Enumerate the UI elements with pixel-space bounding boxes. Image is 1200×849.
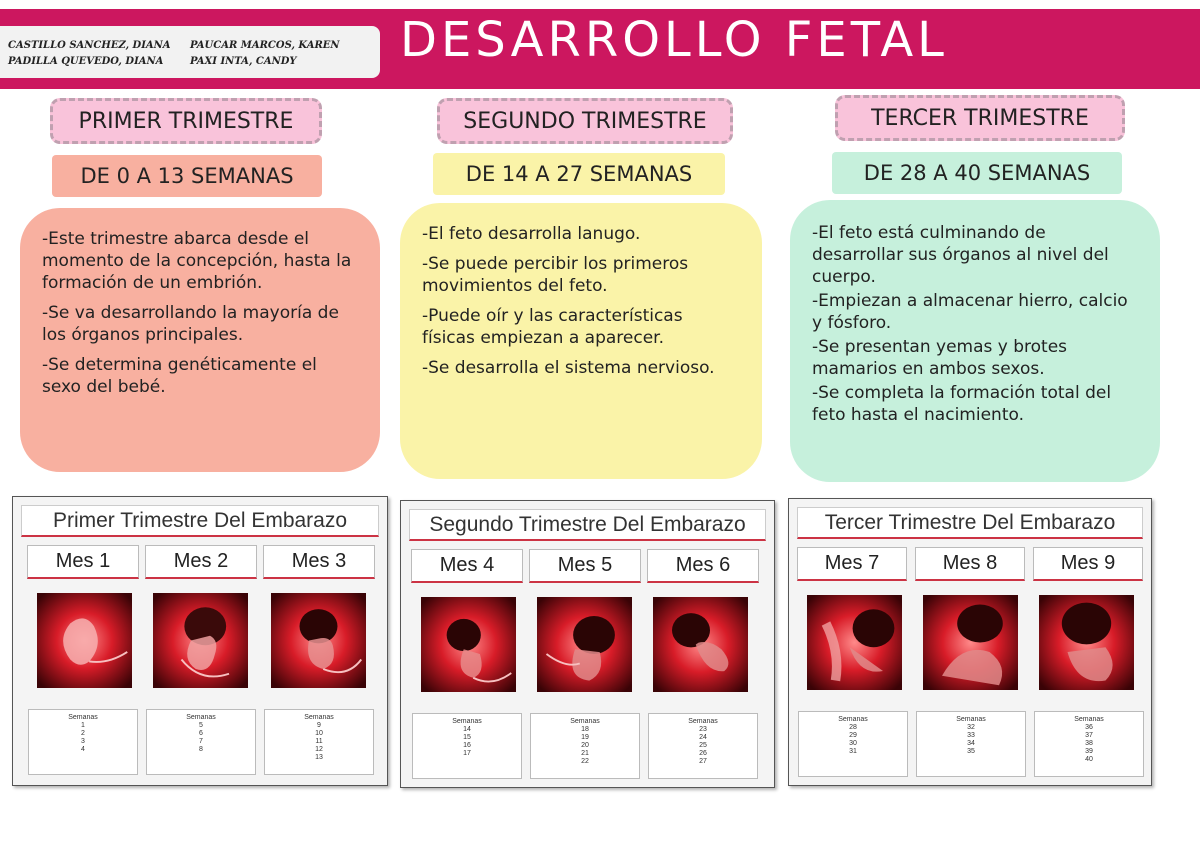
desc-line: -Se determina genéticamente el sexo del bebé.: [42, 355, 317, 397]
week-number: 15: [463, 734, 471, 741]
desc-line: -Se presentan yemas y brotes mamarios en ambos sexos.: [812, 337, 1068, 379]
weeks-box: [412, 713, 522, 779]
week-number: 32: [967, 724, 975, 731]
week-number: 37: [1085, 732, 1093, 739]
fetus-month-5-image: [537, 597, 632, 692]
week-number: 30: [849, 740, 857, 747]
weeks-box: [146, 709, 256, 775]
fetus-month-9-image: [1039, 595, 1134, 690]
author-4: PAXI INTA, CANDY: [190, 56, 297, 67]
desc-line: -Puede oír y las características físicas empiezan a aparecer.: [422, 306, 683, 348]
week-number: 27: [699, 758, 707, 765]
tercer-weeks-range: DE 28 A 40 SEMANAS: [832, 152, 1122, 194]
desc-line: -Se desarrolla el sistema nervioso.: [422, 358, 715, 378]
weeks-label: Semanas: [838, 716, 868, 723]
week-number: 14: [463, 726, 471, 733]
week-number: 2: [81, 730, 85, 737]
week-number: 39: [1085, 748, 1093, 755]
weeks-label: Semanas: [956, 716, 986, 723]
weeks-box: [28, 709, 138, 775]
weeks-label: Semanas: [688, 718, 718, 725]
segundo-weeks-range: DE 14 A 27 SEMANAS: [433, 153, 725, 195]
fetus-month-8-image: [923, 595, 1018, 690]
desc-line: -Este trimestre abarca desde el momento de la concepción, hasta la formación de un embrión.: [42, 229, 352, 293]
month-label: Mes 7: [797, 547, 907, 581]
month-label: Mes 3: [263, 545, 375, 579]
weeks-label: Semanas: [452, 718, 482, 725]
fetus-month-7-image: [807, 595, 902, 690]
panel-title: Primer Trimestre Del Embarazo: [21, 505, 379, 537]
month-label: Mes 9: [1033, 547, 1143, 581]
author-2: PAUCAR MARCOS, KAREN: [190, 40, 340, 51]
week-number: 8: [199, 746, 203, 753]
week-number: 1: [81, 722, 85, 729]
tercer-description: [790, 200, 1160, 482]
desc-line: -Se completa la formación total del feto hasta el nacimiento.: [812, 383, 1112, 425]
weeks-box: [798, 711, 908, 777]
week-number: 6: [199, 730, 203, 737]
primer-description: [20, 208, 380, 472]
desc-line: -Se puede percibir los primeros movimientos del feto.: [422, 254, 689, 296]
week-number: 9: [317, 722, 321, 729]
desc-line: -Se va desarrollando la mayoría de los órganos principales.: [42, 303, 339, 345]
embryo-month-2-image: [153, 593, 248, 688]
weeks-box: [264, 709, 374, 775]
desc-line: -Empiezan a almacenar hierro, calcio y fósforo.: [812, 291, 1128, 333]
week-number: 19: [581, 734, 589, 741]
week-number: 28: [849, 724, 857, 731]
week-number: 25: [699, 742, 707, 749]
week-number: 26: [699, 750, 707, 757]
weeks-box: [648, 713, 758, 779]
weeks-box: [1034, 711, 1144, 777]
month-label: Mes 1: [27, 545, 139, 579]
weeks-label: Semanas: [570, 718, 600, 725]
week-number: 22: [581, 758, 589, 765]
fetus-month-4-image: [421, 597, 516, 692]
segundo-description: [400, 203, 762, 479]
embryo-month-1-image: [37, 593, 132, 688]
tercer-trimestre-title: TERCER TRIMESTRE: [835, 95, 1125, 141]
authors-box: [0, 26, 380, 78]
weeks-label: Semanas: [1074, 716, 1104, 723]
week-number: 40: [1085, 756, 1093, 763]
fetus-month-3-image: [271, 593, 366, 688]
week-number: 17: [463, 750, 471, 757]
week-number: 24: [699, 734, 707, 741]
weeks-label: Semanas: [186, 714, 216, 721]
week-number: 31: [849, 748, 857, 755]
segundo-trimestre-panel: [400, 500, 775, 788]
primer-trimestre-panel: [12, 496, 388, 786]
week-number: 23: [699, 726, 707, 733]
week-number: 21: [581, 750, 589, 757]
desc-line: -El feto está culminando de desarrollar sus órganos al nivel del cuerpo.: [812, 223, 1109, 287]
week-number: 34: [967, 740, 975, 747]
weeks-box: [916, 711, 1026, 777]
panel-title: Tercer Trimestre Del Embarazo: [797, 507, 1143, 539]
week-number: 36: [1085, 724, 1093, 731]
panel-title: Segundo Trimestre Del Embarazo: [409, 509, 766, 541]
segundo-trimestre-title: SEGUNDO TRIMESTRE: [437, 98, 733, 144]
fetus-month-6-image: [653, 597, 748, 692]
week-number: 7: [199, 738, 203, 745]
month-label: Mes 6: [647, 549, 759, 583]
primer-trimestre-title: PRIMER TRIMESTRE: [50, 98, 322, 144]
month-label: Mes 4: [411, 549, 523, 583]
week-number: 4: [81, 746, 85, 753]
page-title: DESARROLLO FETAL: [400, 12, 948, 68]
month-label: Mes 2: [145, 545, 257, 579]
month-label: Mes 8: [915, 547, 1025, 581]
author-3: PADILLA QUEVEDO, DIANA: [8, 56, 164, 67]
week-number: 13: [315, 754, 323, 761]
weeks-label: Semanas: [68, 714, 98, 721]
author-1: CASTILLO SANCHEZ, DIANA: [8, 40, 171, 51]
week-number: 33: [967, 732, 975, 739]
week-number: 12: [315, 746, 323, 753]
week-number: 16: [463, 742, 471, 749]
week-number: 35: [967, 748, 975, 755]
week-number: 38: [1085, 740, 1093, 747]
week-number: 18: [581, 726, 589, 733]
week-number: 20: [581, 742, 589, 749]
desc-line: -El feto desarrolla lanugo.: [422, 224, 641, 244]
week-number: 11: [315, 738, 323, 745]
primer-weeks-range: DE 0 A 13 SEMANAS: [52, 155, 322, 197]
tercer-trimestre-panel: [788, 498, 1152, 786]
month-label: Mes 5: [529, 549, 641, 583]
week-number: 29: [849, 732, 857, 739]
weeks-label: Semanas: [304, 714, 334, 721]
weeks-box: [530, 713, 640, 779]
week-number: 5: [199, 722, 203, 729]
week-number: 10: [315, 730, 323, 737]
week-number: 3: [81, 738, 85, 745]
